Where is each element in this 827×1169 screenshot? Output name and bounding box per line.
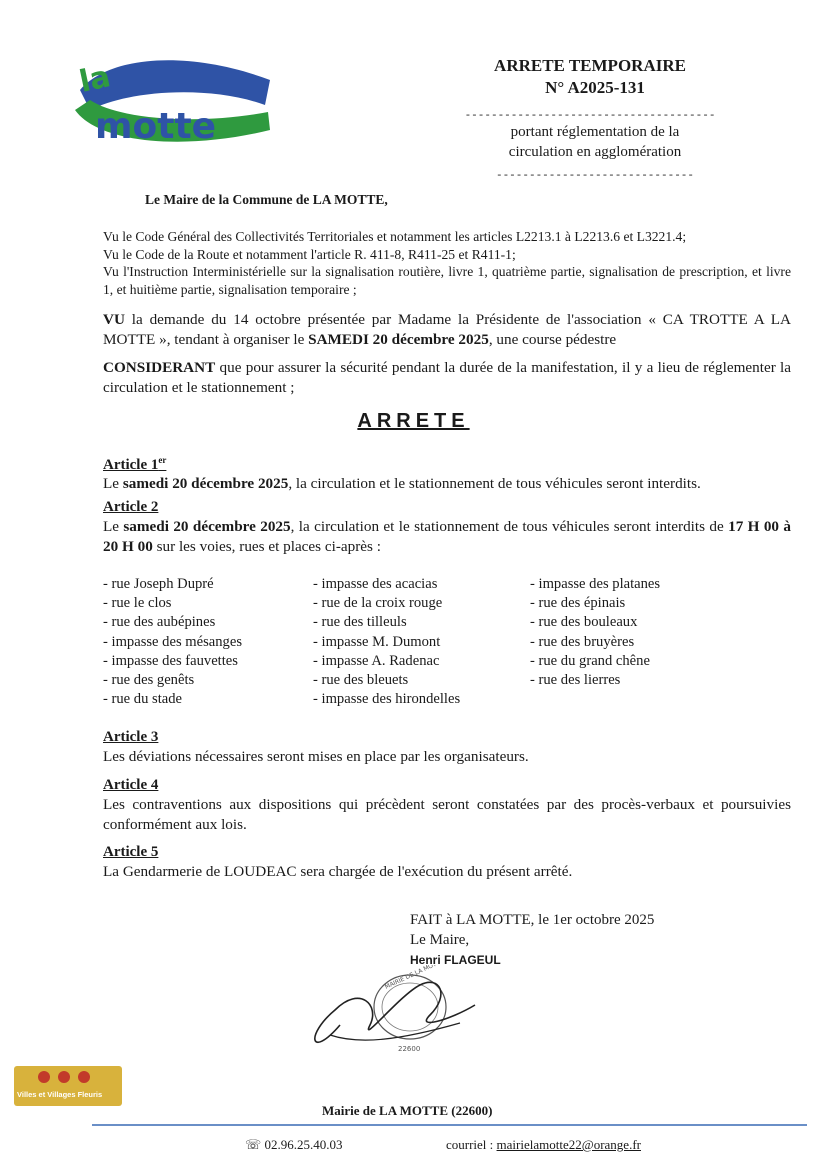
list-item: - rue des bruyères	[530, 633, 635, 650]
article-2-text: Le samedi 20 décembre 2025, la circulation et le stationnement de tous véhicules seront interdits de 17 H 00 à 20 H 00 sur les voies, rues et places ci-après :	[103, 518, 791, 555]
article-3	[103, 727, 791, 767]
list-item: - rue des lierres	[530, 672, 621, 689]
document-subtitle	[470, 122, 720, 186]
article-3-text: Les déviations nécessaires seront mises en place par les organisateurs.	[103, 748, 529, 765]
article-4-text: Les contraventions aux dispositions qui précèdent seront constatées par des procès-verbaux et poursuivies conformément aux lois.	[103, 796, 791, 833]
phone-number: 02.96.25.40.03	[264, 1137, 343, 1152]
list-item: - impasse M. Dumont	[313, 633, 441, 650]
street-list-col-3	[530, 575, 660, 690]
list-item: - impasse des fauvettes	[103, 652, 238, 669]
article-3-heading: Article 3	[103, 729, 159, 745]
villes-villages-fleuris-badge	[14, 1066, 122, 1106]
footer-mairie: Mairie de LA MOTTE (22600)	[322, 1103, 493, 1118]
logo-text-la: la	[76, 59, 114, 100]
article-1	[103, 450, 791, 494]
vu-demande-paragraph	[103, 310, 791, 350]
considerant-paragraph	[103, 358, 791, 398]
document-title: ARRETE TEMPORAIRE	[494, 56, 686, 75]
article-1-text: Le samedi 20 décembre 2025, la circulation et le stationnement de tous véhicules seront interdits.	[103, 475, 701, 492]
considerant-lead: CONSIDERANT	[103, 359, 216, 376]
list-item: - impasse A. Radenac	[313, 652, 440, 669]
list-item: - rue du stade	[103, 691, 183, 708]
article-4-heading: Article 4	[103, 777, 159, 793]
email-link[interactable]: mairielamotte22@orange.fr	[496, 1137, 641, 1152]
footer-email	[446, 1137, 641, 1153]
considerant-text: que pour assurer la sécurité pendant la durée de la manifestation, il y a lieu de réglementer la circulation et le stationnement ;	[103, 359, 791, 396]
list-item: - impasse des platanes	[530, 576, 661, 592]
list-item: - rue des tilleuls	[313, 614, 407, 631]
header-divider-bottom: ------------------------------	[495, 170, 695, 182]
list-item: - impasse des hirondelles	[313, 691, 461, 708]
list-item: - rue des aubépines	[103, 614, 216, 631]
list-item: - rue du grand chêne	[530, 652, 650, 669]
signature-role: Le Maire,	[410, 932, 470, 948]
vu-line-2: Vu le Code de la Route et notamment l'article R. 411-8, R411-25 et R411-1;	[103, 246, 516, 262]
article-4	[103, 775, 791, 835]
list-item: - impasse des acacias	[313, 576, 438, 592]
signature-name: Henri FLAGEUL	[410, 953, 501, 967]
list-item: - rue des genêts	[103, 672, 195, 689]
footer-divider	[92, 1124, 807, 1126]
signature-stamp	[300, 965, 500, 1065]
email-label: courriel :	[446, 1137, 497, 1152]
subtitle-line-2: circulation en agglomération	[508, 144, 682, 160]
logo-text-motte: motte	[95, 106, 217, 147]
document-number: N° A2025-131	[545, 78, 645, 97]
article-5-heading: Article 5	[103, 844, 159, 860]
flower-icon	[14, 1066, 122, 1088]
article-2-heading: Article 2	[103, 499, 159, 515]
list-item: - rue le clos	[103, 595, 172, 612]
footer-phone	[245, 1137, 343, 1153]
list-item: - rue des épinais	[530, 595, 626, 612]
vu-line-3: Vu l'Instruction Interministérielle sur la signalisation routière, livre 1, quatrième partie, signalisation de prescription, et livre 1, et huitième partie, signalisation temporaire ;	[103, 264, 791, 297]
article-1-heading: Article 1er	[103, 455, 167, 473]
list-item: - rue des bleuets	[313, 672, 409, 689]
vu-line-1: Vu le Code Général des Collectivités Territoriales et notamment les articles L2213.1 à L2213.6 et L3221.4;	[103, 229, 687, 244]
stamp-text: MAIRIE DE LA MOTTE	[383, 965, 445, 991]
signature-place-date: FAIT à LA MOTTE, le 1er octobre 2025	[410, 912, 655, 928]
list-item: - rue Joseph Dupré	[103, 576, 214, 592]
vu-demande-date: SAMEDI 20 décembre 2025	[308, 331, 489, 348]
stamp-code: 22600	[398, 1045, 421, 1053]
mayor-line: Le Maire de la Commune de LA MOTTE,	[145, 192, 388, 207]
article-2	[103, 497, 791, 557]
article-5-text: La Gendarmerie de LOUDEAC sera chargée de l'exécution du présent arrêté.	[103, 863, 573, 880]
header-divider-top: --------------------------------------	[464, 110, 716, 122]
badge-label: Villes et Villages Fleuris	[17, 1090, 103, 1099]
vu-lead: VU	[103, 311, 125, 328]
list-item: - rue de la croix rouge	[313, 595, 443, 612]
vu-block	[103, 228, 791, 298]
arrete-heading: ARRETE	[357, 410, 470, 432]
list-item: - rue des bouleaux	[530, 614, 638, 631]
commune-logo	[70, 50, 280, 150]
list-item: - impasse des mésanges	[103, 633, 243, 650]
vu-demande-text-1: la demande du 14 octobre présentée par Madame la Présidente de l'association « CA TROTTE A LA MOTTE », tendant à organiser le	[103, 311, 791, 348]
street-list-col-2	[313, 575, 460, 709]
signature-block	[410, 910, 654, 970]
street-list-col-1	[103, 575, 242, 709]
subtitle-line-1: portant réglementation de la	[510, 124, 680, 140]
document-header	[440, 55, 740, 127]
vu-demande-text-2: , une course pédestre	[488, 331, 617, 348]
phone-icon: ☏	[245, 1137, 262, 1152]
article-5	[103, 842, 791, 882]
